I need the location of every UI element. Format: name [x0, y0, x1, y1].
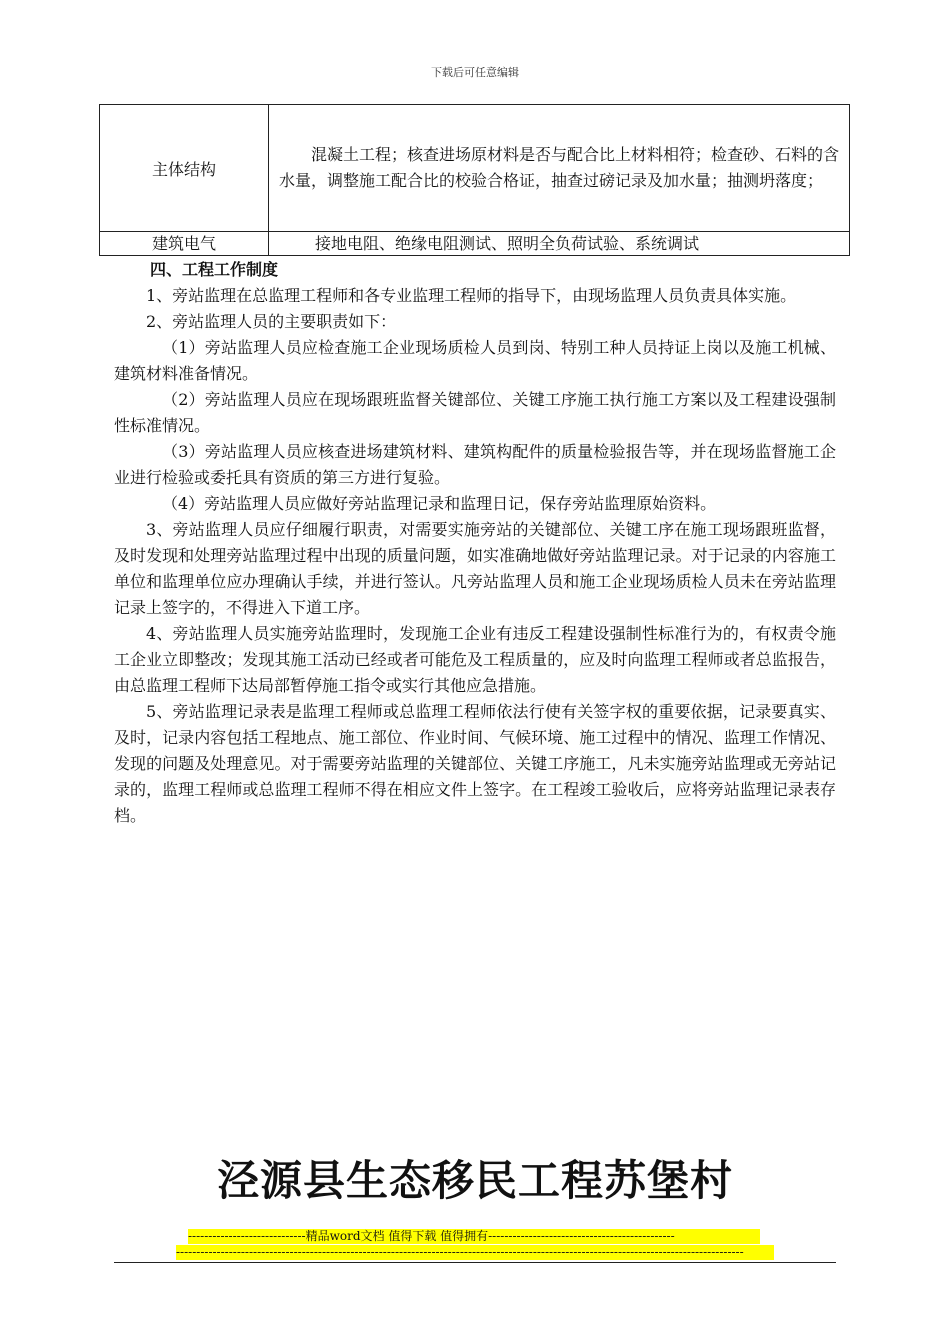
paragraph: （1）旁站监理人员应检查施工企业现场质检人员到岗、特别工种人员持证上岗以及施工机械、建筑材料准备情况。: [114, 338, 836, 383]
table-row: [100, 105, 850, 232]
document-body: [114, 257, 836, 829]
paragraph: 1、旁站监理在总监理工程师和各专业监理工程师的指导下，由现场监理人员负责具体实施。: [146, 286, 797, 305]
section-heading: 四、工程工作制度: [150, 260, 279, 279]
footer-rule: [114, 1262, 836, 1263]
page-header-note: 下载后可任意编辑: [431, 66, 519, 79]
paragraph: 4、旁站监理人员实施旁站监理时，发现施工企业有违反工程建设强制性标准行为的，有权责令施工企业立即整改；发现其施工活动已经或者可能危及工程质量的，应及时向监理工程师或者总监报告，由总监理工程师下达局部暂停施工指令或实行其他应急措施。: [114, 624, 836, 695]
big-title: 泾源县生态移民工程苏堡村: [216, 1156, 733, 1205]
paragraph: 3、旁站监理人员应仔细履行职责，对需要实施旁站的关键部位、关键工序在施工现场跟班监督，及时发现和处理旁站监理过程中出现的质量问题，如实准确地做好旁站监理记录。对于记录的内容施工单位和监理单位应办理确认手续，并进行签认。凡旁站监理人员和施工企业现场质检人员未在旁站监理记录上签字的，不得进入下道工序。: [114, 520, 836, 617]
table-row: [100, 232, 850, 256]
inspection-table: [99, 104, 850, 256]
paragraph: （3）旁站监理人员应核查进场建筑材料、建筑构配件的质量检验报告等，并在现场监督施工企业进行检验或委托具有资质的第三方进行复验。: [114, 442, 836, 487]
paragraph: （2）旁站监理人员应在现场跟班监督关键部位、关键工序施工执行施工方案以及工程建设强制性标准情况。: [114, 390, 836, 435]
paragraph: （4）旁站监理人员应做好旁站监理记录和监理日记，保存旁站监理原始资料。: [162, 494, 717, 513]
table-cell-category: 建筑电气: [100, 232, 269, 256]
paragraph: 5、旁站监理记录表是监理工程师或总监理工程师依法行使有关签字权的重要依据，记录要真实、及时，记录内容包括工程地点、施工部位、作业时间、气候环境、施工过程中的情况、监理工作情况、发现的问题及处理意见。对于需要旁站监理的关键部位、关键工序施工，凡未实施旁站监理或无旁站记录的，监理工程师或总监理工程师不得在相应文件上签字。在工程竣工验收后，应将旁站监理记录表存档。: [114, 702, 836, 825]
table-cell-content: 接地电阻、绝缘电阻测试、照明全负荷试验、系统调试: [269, 232, 850, 256]
footer-banner-line: --------------------------------------------------------------------------------------------------------------------------------------------: [176, 1245, 774, 1260]
table-cell-category: 主体结构: [100, 105, 269, 232]
footer-banner-line: -----------------------------精品word文档 值得下载 值得拥有----------------------------------------------: [188, 1229, 760, 1244]
paragraph: 2、旁站监理人员的主要职责如下：: [146, 312, 397, 331]
table-cell-content: 混凝土工程；核查进场原材料是否与配合比上材料相符；检查砂、石料的含水量，调整施工配合比的校验合格证，抽查过磅记录及加水量；抽测坍落度；: [269, 105, 850, 232]
